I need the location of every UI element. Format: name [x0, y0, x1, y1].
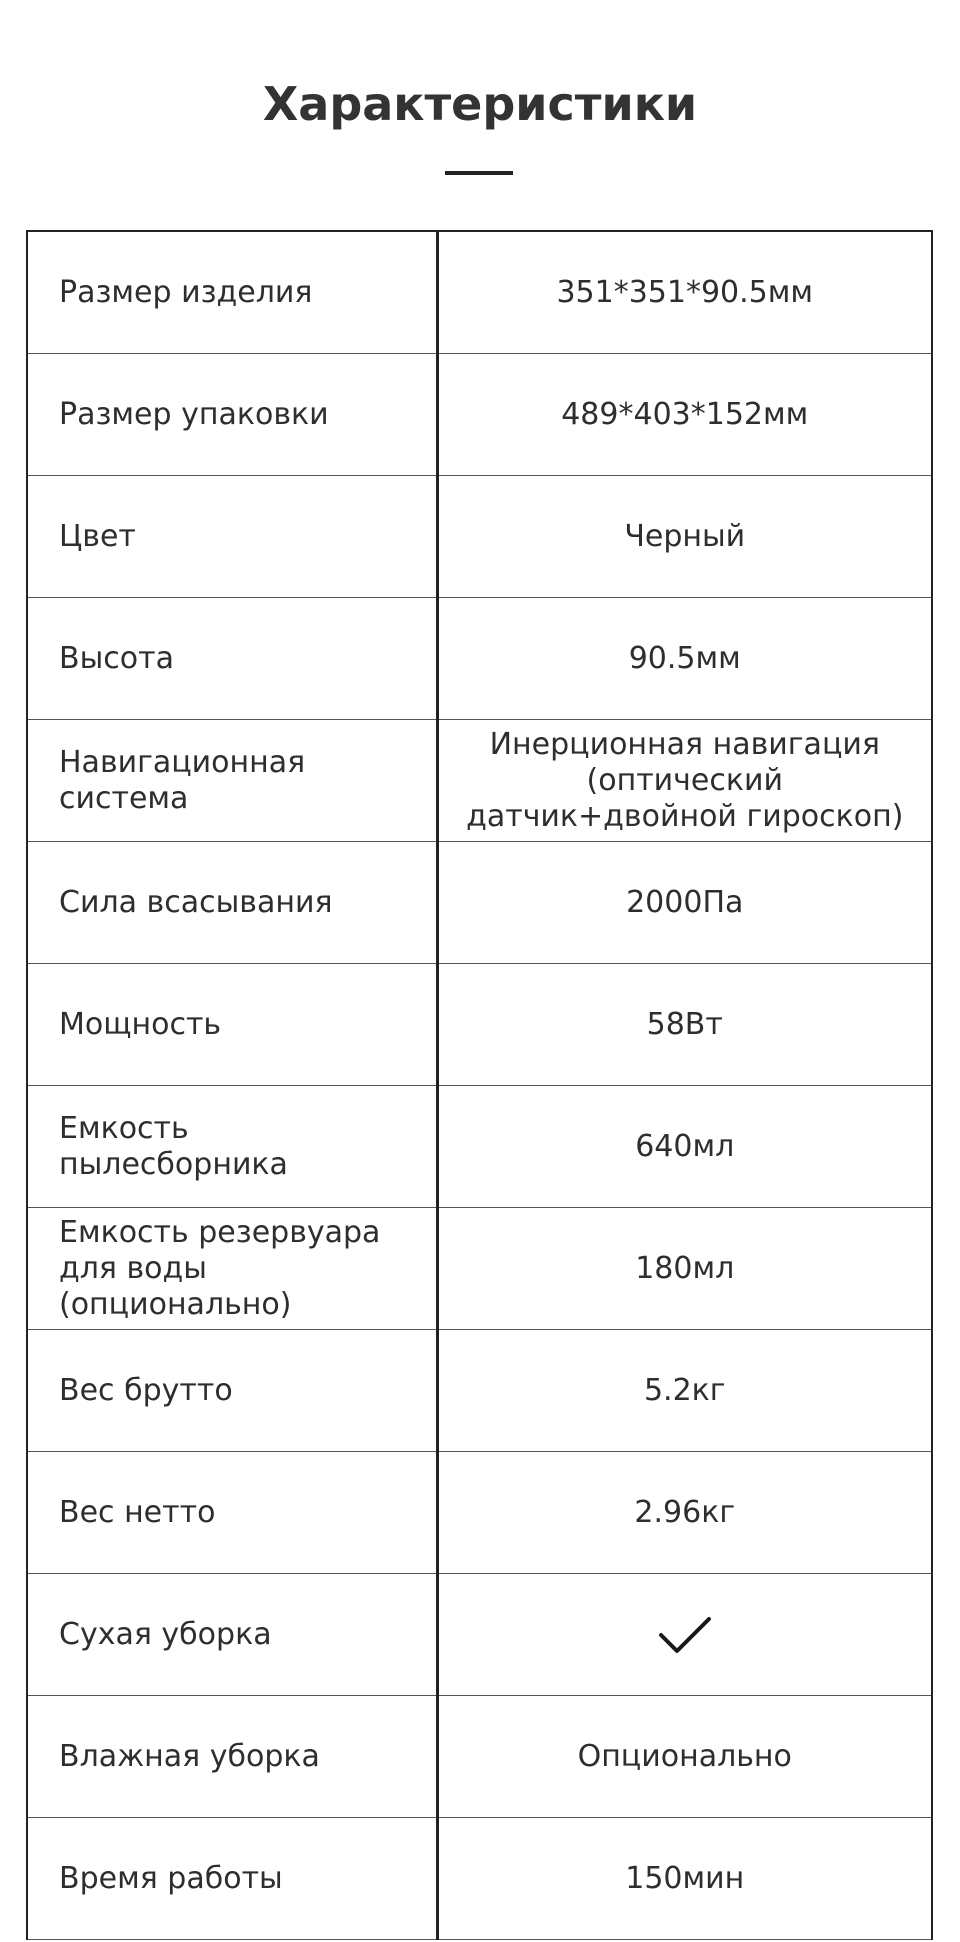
spec-label: Вес нетто: [27, 1452, 437, 1574]
spec-value: 2.96кг: [437, 1452, 932, 1574]
spec-value: 351*351*90.5мм: [437, 231, 932, 354]
page-title: Характеристики: [262, 77, 698, 131]
table-row: [27, 1574, 932, 1696]
spec-label: Сухая уборка: [27, 1574, 437, 1696]
table-row: [27, 1208, 932, 1330]
spec-label: Цвет: [27, 476, 437, 598]
spec-value: 640мл: [437, 1086, 932, 1208]
spec-value: 58Вт: [437, 964, 932, 1086]
table-row: [27, 476, 932, 598]
spec-value: Опционально: [437, 1696, 932, 1818]
spec-value-check: [437, 1574, 932, 1696]
table-row: [27, 842, 932, 964]
checkmark-icon: [657, 1615, 713, 1655]
spec-label: Высота: [27, 598, 437, 720]
spec-table: [26, 230, 933, 1940]
spec-value: Черный: [437, 476, 932, 598]
spec-value: 180мл: [437, 1208, 932, 1330]
table-row: [27, 1330, 932, 1452]
spec-label: Емкость резервуара для воды (опционально): [27, 1208, 437, 1330]
spec-label: Мощность: [27, 964, 437, 1086]
spec-value: 489*403*152мм: [437, 354, 932, 476]
table-row: [27, 1696, 932, 1818]
table-row: [27, 354, 932, 476]
spec-label: Емкость пылесборника: [27, 1086, 437, 1208]
spec-label: Влажная уборка: [27, 1696, 437, 1818]
spec-label: Навигационная система: [27, 720, 437, 842]
spec-value: 90.5мм: [437, 598, 932, 720]
table-row: [27, 598, 932, 720]
spec-label: Вес брутто: [27, 1330, 437, 1452]
table-row: [27, 1086, 932, 1208]
spec-label: Размер упаковки: [27, 354, 437, 476]
table-row: [27, 1818, 932, 1940]
spec-value: 5.2кг: [437, 1330, 932, 1452]
spec-label: Сила всасывания: [27, 842, 437, 964]
spec-value: 150мин: [437, 1818, 932, 1940]
spec-value: Инерционная навигация (оптический датчик+двойной гироскоп): [437, 720, 932, 842]
table-row: [27, 720, 932, 842]
spec-label: Время работы: [27, 1818, 437, 1940]
spec-value: 2000Па: [437, 842, 932, 964]
spec-label: Размер изделия: [27, 231, 437, 354]
table-row: [27, 231, 932, 354]
title-divider: [445, 171, 513, 175]
table-row: [27, 1452, 932, 1574]
table-row: [27, 964, 932, 1086]
